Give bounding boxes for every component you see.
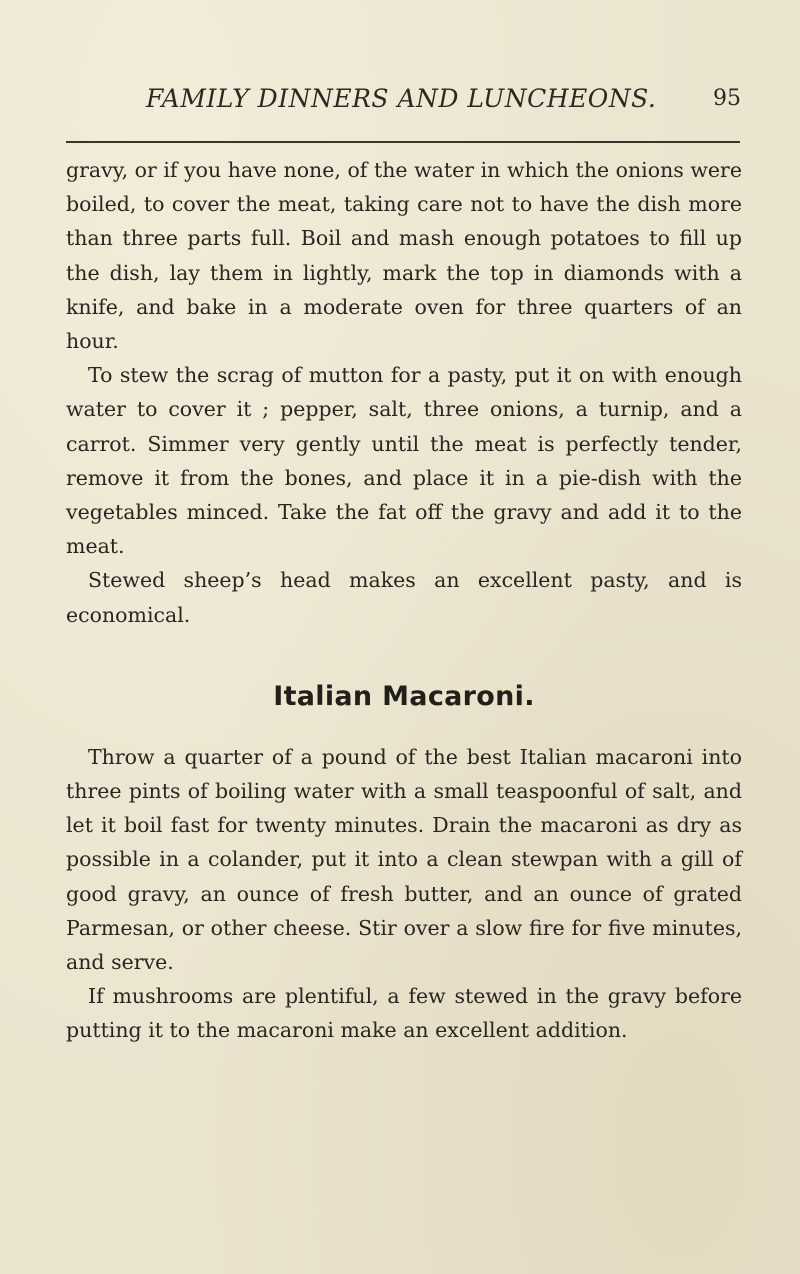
- section-heading: Italian Macaroni.: [273, 680, 535, 712]
- paragraph-mushrooms: If mushrooms are plentiful, a few stewed in the gravy before putting it to the macaroni make an excellent addition.: [66, 984, 742, 1043]
- paragraph-continued: gravy, or if you have none, of the water in which the onions were boiled, to cover the meat, taking care not to have the dish more than three parts full. Boil and mash enough potatoes to fill up the dish, lay them in lightly, mark the top in diamonds with a knife, and bake in a moderate oven for three quarters of an hour.: [66, 158, 742, 354]
- running-title: FAMILY DINNERS AND LUNCHEONS.: [146, 84, 657, 113]
- page-header: [66, 78, 741, 118]
- paragraph-stew-scrag: To stew the scrag of mutton for a pasty, put it on with enough water to cover it ; pepper, salt, three onions, a turnip, and a carrot. Simmer very gently until the meat is perfectly tender, remove it from the bones, and place it in a pie-dish with the vegetables minced. Take the fat off the gravy and add it to the meat.: [66, 363, 742, 559]
- paragraph-macaroni-method: Throw a quarter of a pound of the best Italian macaroni into three pints of boiling water with a small teaspoonful of salt, and let it boil fast for twenty minutes. Drain the macaroni as dry as possible in a colander, put it into a clean stewpan with a gill of good gravy, an ounce of fresh butter, and an ounce of grated Parmesan, or other cheese. Stir over a slow fire for five minutes, and serve.: [66, 744, 742, 975]
- body-text: [66, 153, 742, 1048]
- paragraph-sheeps-head: Stewed sheep’s head makes an excellent pasty, and is economical.: [66, 568, 742, 627]
- page-number: 95: [713, 86, 741, 111]
- header-rule: [66, 141, 740, 143]
